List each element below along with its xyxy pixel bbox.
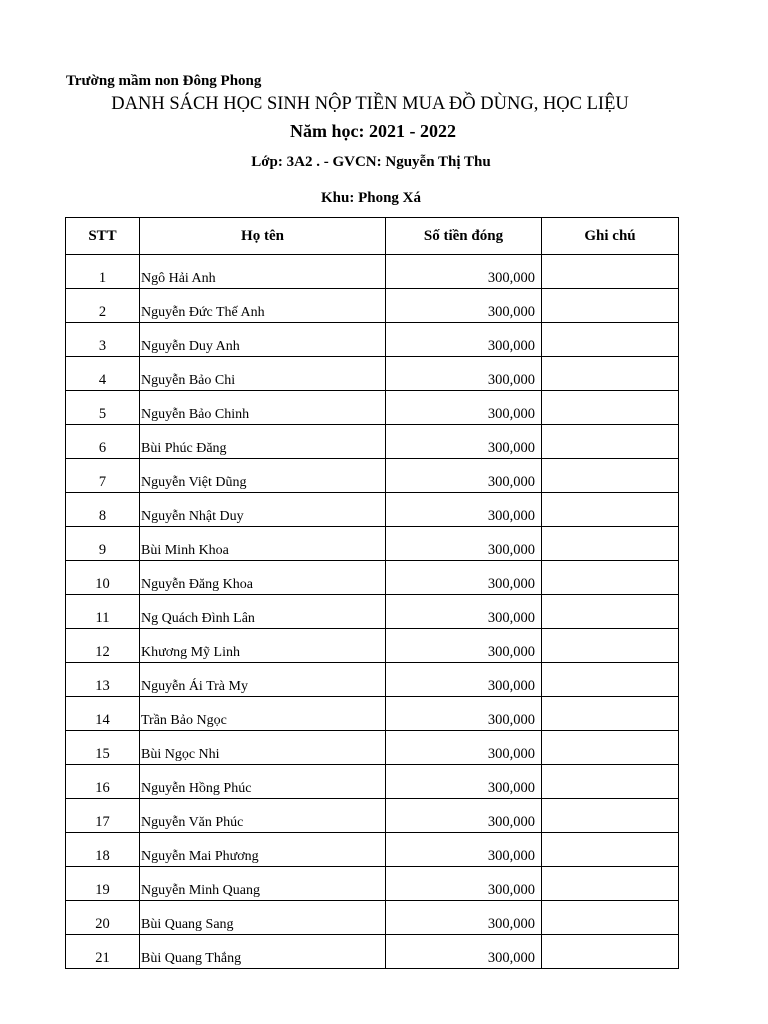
row-amount-cell: 300,000 bbox=[386, 493, 542, 527]
table-row bbox=[66, 459, 679, 493]
row-note-cell bbox=[542, 323, 679, 357]
table-row bbox=[66, 629, 679, 663]
row-amount-cell: 300,000 bbox=[386, 663, 542, 697]
row-amount-cell: 300,000 bbox=[386, 527, 542, 561]
row-amount-cell: 300,000 bbox=[386, 391, 542, 425]
row-note-cell bbox=[542, 901, 679, 935]
class-teacher-line: Lớp: 3A2 . - GVCN: Nguyễn Thị Thu bbox=[251, 154, 491, 170]
row-note-cell bbox=[542, 663, 679, 697]
row-stt-cell: 19 bbox=[66, 867, 140, 901]
table-body bbox=[66, 255, 679, 969]
school-name: Trường mầm non Đông Phong bbox=[66, 73, 262, 89]
row-stt-cell: 9 bbox=[66, 527, 140, 561]
row-stt-cell: 8 bbox=[66, 493, 140, 527]
table-row bbox=[66, 323, 679, 357]
column-header-amount: Số tiền đóng bbox=[386, 218, 542, 255]
table-row bbox=[66, 663, 679, 697]
row-note-cell bbox=[542, 561, 679, 595]
row-stt-cell: 21 bbox=[66, 935, 140, 969]
table-row bbox=[66, 391, 679, 425]
row-stt-cell: 3 bbox=[66, 323, 140, 357]
row-stt-cell: 7 bbox=[66, 459, 140, 493]
row-amount-cell: 300,000 bbox=[386, 255, 542, 289]
row-name-cell: Ngô Hải Anh bbox=[140, 255, 386, 289]
row-amount-cell: 300,000 bbox=[386, 833, 542, 867]
row-amount-cell: 300,000 bbox=[386, 935, 542, 969]
row-stt-cell: 16 bbox=[66, 765, 140, 799]
row-note-cell bbox=[542, 357, 679, 391]
row-amount-cell: 300,000 bbox=[386, 357, 542, 391]
table-row bbox=[66, 697, 679, 731]
row-name-cell: Nguyễn Văn Phúc bbox=[140, 799, 386, 833]
row-note-cell bbox=[542, 595, 679, 629]
row-note-cell bbox=[542, 731, 679, 765]
row-note-cell bbox=[542, 833, 679, 867]
row-amount-cell: 300,000 bbox=[386, 289, 542, 323]
row-name-cell: Nguyễn Đức Thế Anh bbox=[140, 289, 386, 323]
row-name-cell: Nguyễn Minh Quang bbox=[140, 867, 386, 901]
row-amount-cell: 300,000 bbox=[386, 595, 542, 629]
row-name-cell: Nguyễn Bảo Chinh bbox=[140, 391, 386, 425]
row-note-cell bbox=[542, 289, 679, 323]
row-name-cell: Bùi Ngọc Nhi bbox=[140, 731, 386, 765]
row-stt-cell: 4 bbox=[66, 357, 140, 391]
row-stt-cell: 5 bbox=[66, 391, 140, 425]
row-stt-cell: 18 bbox=[66, 833, 140, 867]
row-amount-cell: 300,000 bbox=[386, 901, 542, 935]
table-row bbox=[66, 561, 679, 595]
document-title: DANH SÁCH HỌC SINH NỘP TIỀN MUA ĐỒ DÙNG, HỌC LIỆU bbox=[111, 94, 629, 114]
row-name-cell: Bùi Phúc Đăng bbox=[140, 425, 386, 459]
row-stt-cell: 20 bbox=[66, 901, 140, 935]
table-header-row bbox=[66, 218, 679, 255]
table-row bbox=[66, 255, 679, 289]
row-name-cell: Nguyễn Ái Trà My bbox=[140, 663, 386, 697]
row-amount-cell: 300,000 bbox=[386, 731, 542, 765]
table-row bbox=[66, 731, 679, 765]
row-name-cell: Ng Quách Đình Lân bbox=[140, 595, 386, 629]
row-name-cell: Nguyễn Bảo Chi bbox=[140, 357, 386, 391]
row-stt-cell: 15 bbox=[66, 731, 140, 765]
row-name-cell: Nguyễn Duy Anh bbox=[140, 323, 386, 357]
row-note-cell bbox=[542, 697, 679, 731]
row-note-cell bbox=[542, 425, 679, 459]
row-stt-cell: 6 bbox=[66, 425, 140, 459]
row-amount-cell: 300,000 bbox=[386, 425, 542, 459]
row-name-cell: Nguyễn Nhật Duy bbox=[140, 493, 386, 527]
column-header-stt: STT bbox=[66, 218, 140, 255]
table-row bbox=[66, 901, 679, 935]
school-year: Năm học: 2021 - 2022 bbox=[290, 121, 456, 141]
row-note-cell bbox=[542, 255, 679, 289]
row-stt-cell: 17 bbox=[66, 799, 140, 833]
row-note-cell bbox=[542, 493, 679, 527]
row-amount-cell: 300,000 bbox=[386, 799, 542, 833]
table-row bbox=[66, 425, 679, 459]
row-name-cell: Trần Bảo Ngọc bbox=[140, 697, 386, 731]
row-stt-cell: 1 bbox=[66, 255, 140, 289]
table-row bbox=[66, 289, 679, 323]
table-row bbox=[66, 765, 679, 799]
row-note-cell bbox=[542, 765, 679, 799]
column-header-name: Họ tên bbox=[140, 218, 386, 255]
row-stt-cell: 2 bbox=[66, 289, 140, 323]
column-header-note: Ghi chú bbox=[542, 218, 679, 255]
row-name-cell: Nguyễn Đăng Khoa bbox=[140, 561, 386, 595]
area-line: Khu: Phong Xá bbox=[320, 190, 422, 206]
row-stt-cell: 14 bbox=[66, 697, 140, 731]
row-amount-cell: 300,000 bbox=[386, 459, 542, 493]
row-name-cell: Bùi Quang Sang bbox=[140, 901, 386, 935]
row-name-cell: Nguyễn Hồng Phúc bbox=[140, 765, 386, 799]
row-amount-cell: 300,000 bbox=[386, 765, 542, 799]
table-row bbox=[66, 867, 679, 901]
row-name-cell: Bùi Quang Thắng bbox=[140, 935, 386, 969]
row-note-cell bbox=[542, 935, 679, 969]
table-row bbox=[66, 595, 679, 629]
student-payment-table bbox=[65, 217, 679, 969]
row-note-cell bbox=[542, 799, 679, 833]
row-name-cell: Nguyễn Việt Dũng bbox=[140, 459, 386, 493]
row-amount-cell: 300,000 bbox=[386, 697, 542, 731]
row-name-cell: Khương Mỹ Linh bbox=[140, 629, 386, 663]
table-row bbox=[66, 527, 679, 561]
row-stt-cell: 11 bbox=[66, 595, 140, 629]
row-stt-cell: 13 bbox=[66, 663, 140, 697]
row-name-cell: Nguyễn Mai Phương bbox=[140, 833, 386, 867]
table-row bbox=[66, 357, 679, 391]
row-note-cell bbox=[542, 527, 679, 561]
table-row bbox=[66, 799, 679, 833]
row-note-cell bbox=[542, 867, 679, 901]
row-stt-cell: 12 bbox=[66, 629, 140, 663]
row-note-cell bbox=[542, 629, 679, 663]
row-name-cell: Bùi Minh Khoa bbox=[140, 527, 386, 561]
row-note-cell bbox=[542, 391, 679, 425]
row-note-cell bbox=[542, 459, 679, 493]
row-amount-cell: 300,000 bbox=[386, 867, 542, 901]
table-row bbox=[66, 493, 679, 527]
row-stt-cell: 10 bbox=[66, 561, 140, 595]
row-amount-cell: 300,000 bbox=[386, 561, 542, 595]
row-amount-cell: 300,000 bbox=[386, 323, 542, 357]
row-amount-cell: 300,000 bbox=[386, 629, 542, 663]
table-row bbox=[66, 935, 679, 969]
table-row bbox=[66, 833, 679, 867]
